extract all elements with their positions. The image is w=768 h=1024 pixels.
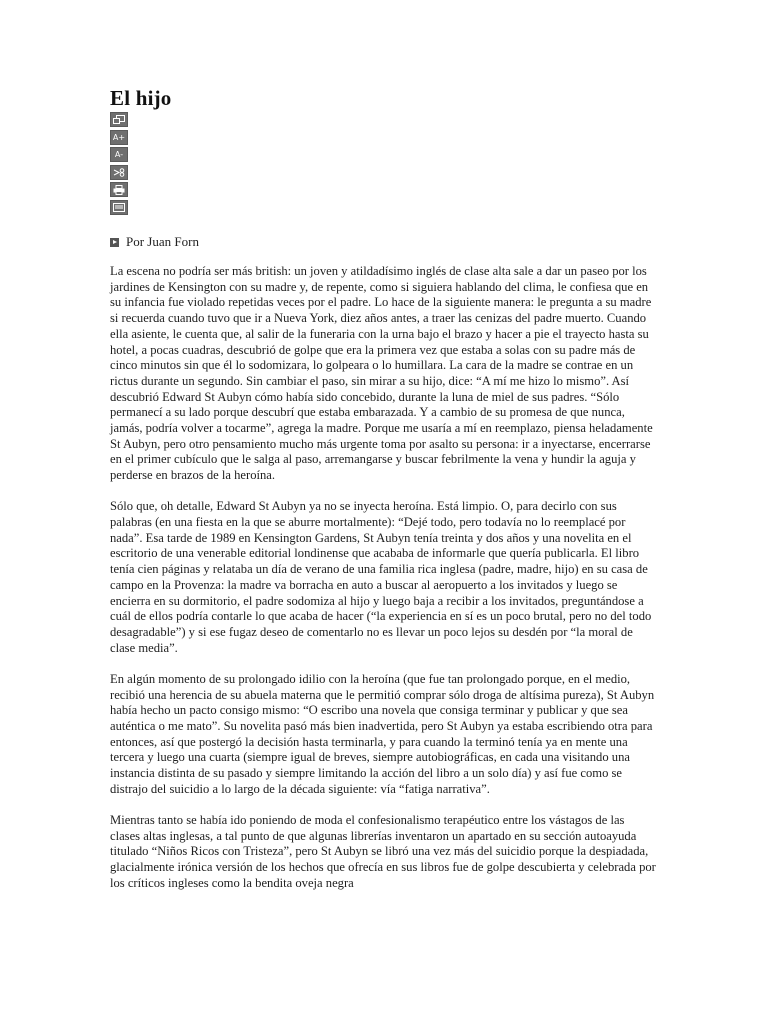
- paragraph: Sólo que, oh detalle, Edward St Aubyn ya no se inyecta heroína. Está limpio. O, para decirlo con sus palabras (en una fiesta en la que se aburre mortalmente): “Dejé todo, pero todavía no lo reemplacé por nada”. Esa tarde de 1989 en Kensington Gardens, St Aubyn tenía treinta y dos años y una novelita en el escritorio de una venerable editorial londinense que acababa de informarle que quería publicarla. El libro tenía cien páginas y relataba un día de verano de una familia rica inglesa (padre, madre, hijo) en su casa de campo en la Provenza: la madre va borracha en auto a buscar al aeropuerto a los invitados y luego se encierra en su dormitorio, el padre sodomiza al hijo y luego baja a recibir a los invitados, preguntándose a cuál de ellos podría contarle lo que acaba de hacer (“la experiencia en sí es un poco brutal, pero no del todo desagradable”) y si ese fugaz deseo de comentarlo no es llevar un poco lejos su desdén por “la moral de clase media”.: [110, 499, 652, 655]
- paragraph: La escena no podría ser más british: un joven y atildadísimo inglés de clase alta sale a dar un paseo por los jardines de Kensington con su madre y, de repente, como si siguiera hablando del clima, le confiesa que en su infancia fue violado repetidas veces por el padre. Lo hace de la siguiente manera: le pregunta a su madre si recuerda cuando tuvo que ir a Nueva York, diez años antes, a traer las cenizas del padre muerto. Cuando ella asiente, le cuenta que, al salir de la funeraria con la urna bajo el brazo y hacer a pie el trayecto hasta su hotel, a pocas cuadras, descubrió de golpe que era la primera vez que estaba a solas con su padre más de cinco minutos sin que él lo sodomizara, lo golpeara o lo humillara. La cara de la madre se contrae en un rictus durante un segundo. Sin cambiar el paso, sin mirar a su hijo, dice: “A mí me hizo lo mismo”. Así descubrió Edward St Aubyn cómo había sido concebido, durante la luna de miel de sus padres. “Sólo permanecí a su lado porque descubrí que estaba embarazada. Y a cambio de su promesa de que nunca, jamás, podría volver a tocarme”, agrega la madre. Porque me usaría a mí en reemplazo, piensa heladamente St Aubyn, pero otro pensamiento mucho más urgente toma por asalto su persona: ir a inyectarse, encerrarse en el primer cubículo que le salga al paso, arremangarse y buscar febrilmente la vena y hundir la aguja y perderse en brazos de la heroína.: [110, 264, 653, 483]
- share-icon[interactable]: [110, 165, 128, 180]
- print-icon[interactable]: [110, 182, 128, 197]
- article-body: [110, 264, 656, 907]
- font-decrease-icon[interactable]: A-: [110, 147, 128, 162]
- article-title: El hijo: [110, 86, 172, 110]
- paragraph: En algún momento de su prolongado idilio con la heroína (que fue tan prolongado porque, en el medio, recibió una herencia de su abuela materna que le permitió comprar sólo droga de altísima pureza), St Aubyn había hecho un pacto consigo mismo: “O escribo una novela que consiga terminar y publicar y que sea auténtica o me mato”. Su novelita pasó más bien inadvertida, pero St Aubyn ya estaba escribiendo otra para entonces, así que postergó la decisión hasta terminarla, y para cuando la terminó tenía ya en mente una tercera y luego una cuarta (siempre igual de breves, siempre autobiográficas, en cada una visitando una instancia distinta de su pasado y siempre limitando la acción del libro a un solo día) y así fue como se distrajo del suicidio a lo largo de la década siguiente: vía “fatiga narrativa”.: [110, 671, 655, 796]
- article-toolbar: [110, 112, 128, 215]
- paragraph: Mientras tanto se había ido poniendo de moda el confesionalismo terapéutico entre los vástagos de las clases altas inglesas, a tal punto de que algunas librerías inventaron un apartado en su sección autoayuda titulado “Niños Ricos con Tristeza”, pero St Aubyn se libró una vez más del suicidio porque la despiadada, glacialmente irónica versión de los hechos que ofrecía en sus libros fue de golpe descubierta y celebrada por los críticos ingleses como la bendita oveja negra: [110, 813, 656, 890]
- byline: [110, 234, 199, 250]
- bullet-arrow-icon: [110, 238, 119, 247]
- font-increase-icon[interactable]: A+: [110, 130, 128, 145]
- window-icon[interactable]: [110, 112, 128, 127]
- email-icon[interactable]: [110, 200, 128, 215]
- author-name: Por Juan Forn: [126, 234, 199, 249]
